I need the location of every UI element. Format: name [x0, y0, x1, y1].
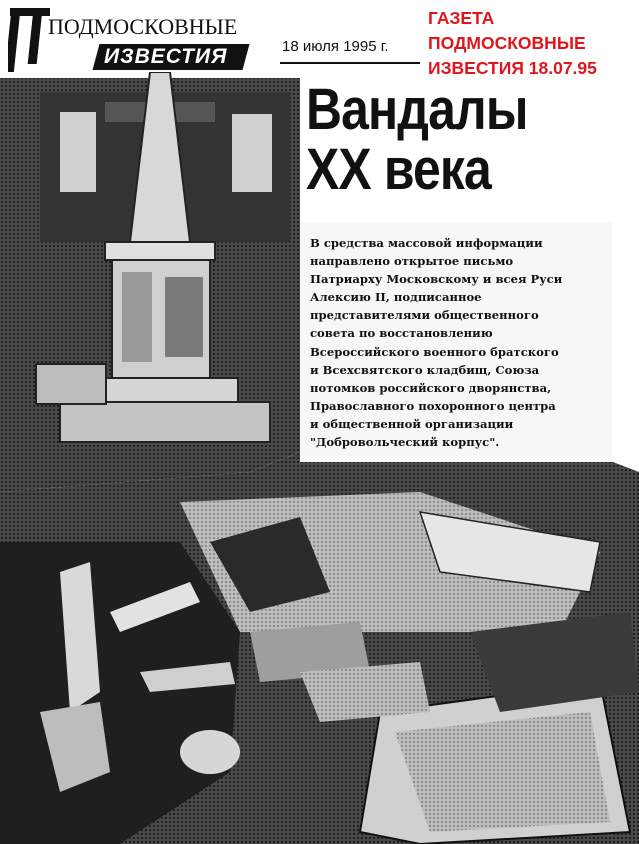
headline-line: XX века	[306, 137, 491, 202]
lead-line: В средства массовой информации	[310, 236, 543, 250]
masthead-title-line1: ПОДМОСКОВНЫЕ	[48, 14, 238, 39]
lead-line: и общественной организации	[310, 416, 514, 431]
lead-line: представителями общественного	[310, 308, 539, 323]
issue-date: 18 июля 1995 г.	[282, 38, 389, 55]
headline-line: Вандалы	[306, 77, 528, 142]
lead-line: Патриарху Московскому и всея Руси	[310, 272, 563, 287]
newspaper-masthead	[8, 4, 270, 76]
lead-line: Православного похоронного центра	[310, 398, 556, 413]
stamp-line: ПОДМОСКОВНЫЕ	[428, 33, 586, 53]
article-headline	[306, 77, 581, 202]
article-lead-paragraph	[310, 234, 610, 451]
lead-line: Алексию II, подписанное	[310, 290, 482, 305]
date-underline	[280, 62, 420, 64]
lead-line: потомков российского дворянства,	[310, 380, 552, 395]
lead-line: и Всехсвятского кладбищ, Союза	[310, 362, 540, 377]
lead-line: направлено открытое письмо	[310, 254, 514, 269]
lead-line: совета по восстановлению	[310, 326, 493, 341]
masthead-title-line2: ИЗВЕСТИЯ	[104, 45, 228, 68]
stamp-line: ГАЗЕТА	[428, 8, 495, 28]
stamp-line: ИЗВЕСТИЯ 18.07.95	[428, 58, 597, 78]
masthead-title-line2-box	[93, 44, 250, 70]
lead-line: Всероссийского военного братского	[310, 344, 559, 359]
red-source-annotation	[428, 6, 633, 81]
lead-line: "Добровольческий корпус".	[310, 435, 500, 450]
